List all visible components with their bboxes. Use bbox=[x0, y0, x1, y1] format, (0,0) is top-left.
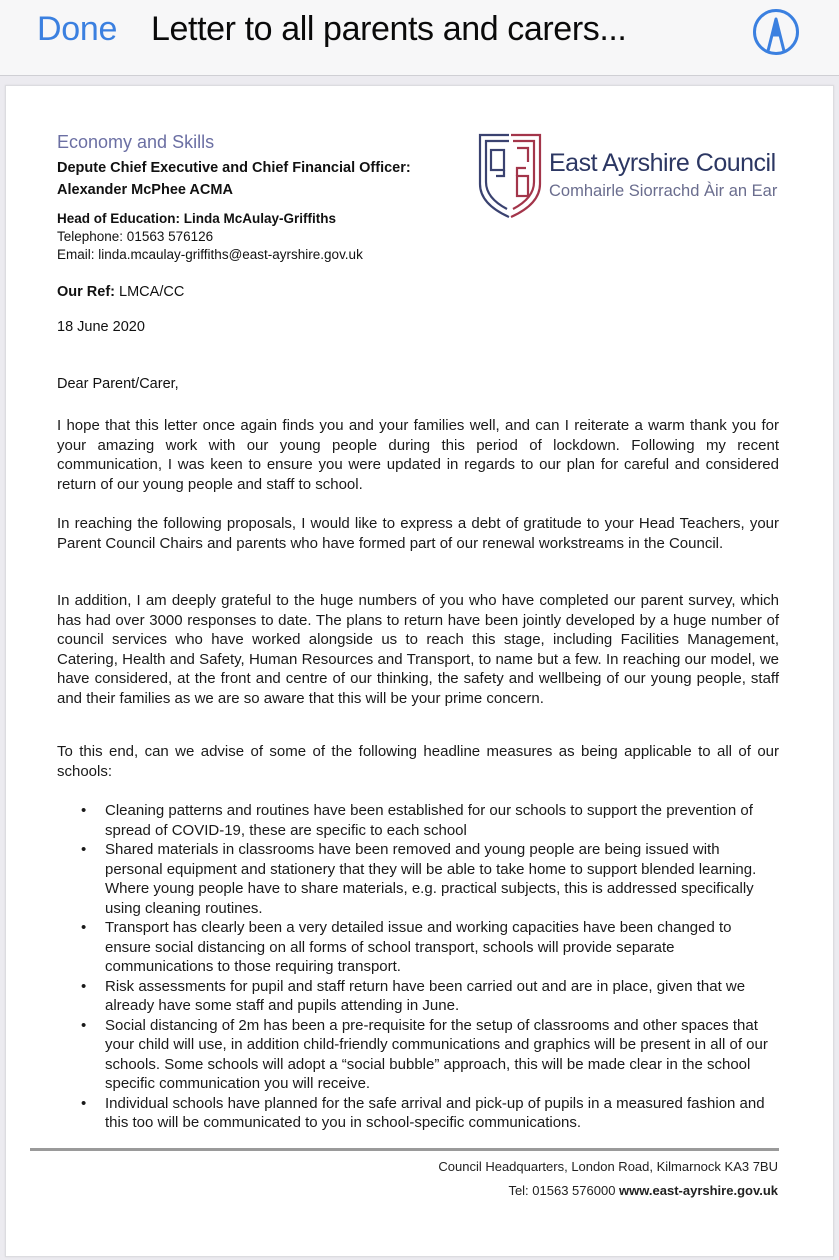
footer-divider bbox=[30, 1148, 779, 1151]
list-item: • Risk assessments for pupil and staff return have been carried out and are in place, given that we already have some staff and pupils attending in June. bbox=[81, 977, 746, 1014]
paragraph: I hope that this letter once again finds you and your families well, and can I reiterate a warm thank you for your amazing work with our young people during this period of lockdown. Following my recent communication, I was keen to ensure you were updated in regards to our plan for careful and considered return of our young people and staff to school. bbox=[57, 417, 779, 493]
bullet-icon: • bbox=[81, 1016, 87, 1034]
reference bbox=[57, 284, 184, 300]
bullet-icon: • bbox=[81, 919, 87, 936]
bullet-icon: • bbox=[81, 977, 87, 995]
pdf-page bbox=[5, 85, 834, 1257]
footer-contact bbox=[508, 1183, 778, 1198]
reference-value: LMCA/CC bbox=[119, 284, 185, 300]
done-button[interactable]: Done bbox=[37, 10, 118, 48]
executive-name: Alexander McPhee ACMA bbox=[57, 182, 233, 198]
markup-pen-icon[interactable] bbox=[751, 7, 801, 57]
paragraph: To this end, can we advise of some of the following headline measures as being applicable to all of our schools: bbox=[57, 743, 779, 780]
council-gaelic-name: Comhairle Siorrachd Àir an Ear bbox=[549, 182, 778, 200]
letter-date: 18 June 2020 bbox=[57, 319, 145, 335]
measures-list bbox=[81, 801, 771, 1133]
head-of-education: Head of Education: Linda McAulay-Griffiths bbox=[57, 211, 337, 226]
council-name: East Ayrshire Council bbox=[549, 149, 776, 177]
council-logo bbox=[476, 126, 806, 226]
department-name: Economy and Skills bbox=[57, 132, 215, 152]
executive-role: Depute Chief Executive and Chief Financial Officer: bbox=[57, 160, 411, 176]
paragraph: In reaching the following proposals, I would like to express a debt of gratitude to your Head Teachers, your Parent Council Chairs and parents who have formed part of our renewal workstreams in the Council. bbox=[57, 515, 779, 552]
list-item: • Individual schools have planned for the safe arrival and pick-up of pupils in a measured fashion and this too will be communicated to you in school-specific communications. bbox=[81, 1094, 765, 1131]
nav-bar bbox=[0, 0, 839, 76]
council-shield-icon bbox=[476, 132, 544, 225]
list-item: • Cleaning patterns and routines have been established for our schools to support the prevention of spread of COVID-19, these are specific to each school bbox=[81, 802, 753, 839]
reference-label: Our Ref: bbox=[57, 284, 115, 300]
list-item: • Shared materials in classrooms have been removed and young people are being issued with personal equipment and stationery that they will be able to take home to support blended learning. Where young people have to share materials, e.g. practical subjects, this is addressed specifically using cleaning routines. bbox=[81, 841, 757, 917]
footer-tel: Tel: 01563 576000 bbox=[508, 1183, 616, 1198]
document-title: Letter to all parents and carers... bbox=[151, 10, 627, 48]
list-item: • Transport has clearly been a very detailed issue and working capacities have been changed to ensure social distancing on all forms of school transport, schools will provide separate communications to those requiring transport. bbox=[81, 919, 732, 975]
email: Email: linda.mcaulay-griffiths@east-ayrshire.gov.uk bbox=[57, 247, 363, 262]
bullet-icon: • bbox=[81, 841, 87, 858]
paragraph: In addition, I am deeply grateful to the huge numbers of you who have completed our parent survey, which has had over 3000 responses to date. The plans to return have been jointly developed by a huge number of council services who have worked alongside us to reach this stage, including Facilities Management, Catering, Health and Safety, Human Resources and Transport, to name but a few. In reaching our model, we have considered, at the front and centre of our thinking, the safety and wellbeing of our young people, staff and their families as we are so aware that this will be your prime concern. bbox=[57, 592, 779, 707]
salutation: Dear Parent/Carer, bbox=[57, 376, 179, 392]
bullet-icon: • bbox=[81, 1094, 87, 1112]
footer-website: www.east-ayrshire.gov.uk bbox=[619, 1183, 778, 1198]
list-item: • Social distancing of 2m has been a pre-requisite for the setup of classrooms and other spaces that your child will use, in addition child-friendly communications and graphics will be present in all of our schools. Some schools will adopt a “social bubble” approach, this will be made clear in the school specific communication you will receive. bbox=[81, 1016, 768, 1092]
bullet-icon: • bbox=[81, 802, 87, 819]
telephone: Telephone: 01563 576126 bbox=[57, 229, 214, 244]
footer-address: Council Headquarters, London Road, Kilmarnock KA3 7BU bbox=[438, 1159, 778, 1174]
